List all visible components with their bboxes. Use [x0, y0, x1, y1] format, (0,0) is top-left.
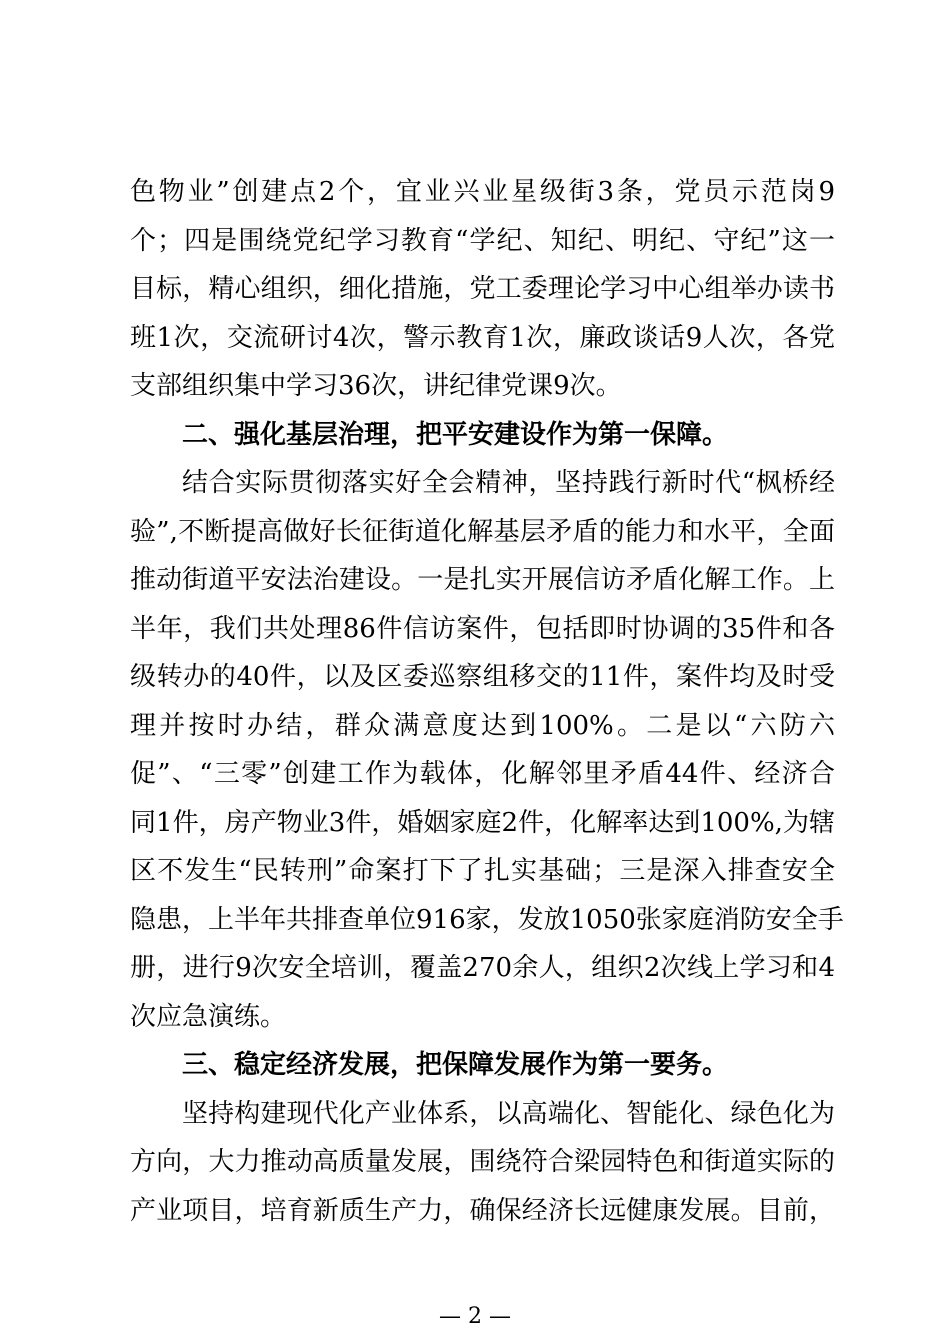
text-line: 验”,不断提高做好长征街道化解基层矛盾的能力和水平，全面 [130, 516, 835, 547]
text-line: 次应急演练。 [130, 1001, 287, 1032]
text-line: 半年，我们共处理86件信访案件，包括即时协调的35件和各 [130, 613, 835, 644]
text-line: 产业项目，培育新质生产力，确保经济长远健康发展。目前， [130, 1195, 835, 1226]
text-line: 推动街道平安法治建设。一是扎实开展信访矛盾化解工作。上 [130, 565, 835, 595]
text-line: 坚持构建现代化产业体系，以高端化、智能化、绿色化为 [182, 1098, 835, 1129]
text-line: 班1次，交流研讨4次，警示教育1次，廉政谈话9人次，各党 [130, 322, 835, 353]
text-line: 色物业”创建点2个，宜业兴业星级街3条，党员示范岗9 [130, 177, 835, 207]
page-number: — 2 — [439, 1304, 511, 1329]
text-line: 支部组织集中学习36次，讲纪律党课9次。 [130, 371, 622, 401]
text-line: 区不发生“民转刑”命案打下了扎实基础；三是深入排查安全 [130, 856, 835, 886]
text-line: 方向，大力推动高质量发展，围绕符合梁园特色和街道实际的 [130, 1147, 835, 1177]
text-line: 同1件，房产物业3件，婚姻家庭2件，化解率达到100%,为辖 [130, 807, 835, 838]
text-line: 册，进行9次安全培训，覆盖270余人，组织2次线上学习和4 [130, 953, 835, 983]
text-line: 目标，精心组织，细化措施，党工委理论学习中心组举办读书 [130, 274, 835, 304]
text-line: 隐患，上半年共排查单位916家，发放1050张家庭消防安全手 [130, 904, 844, 935]
text-line: 结合实际贯彻落实好全会精神，坚持践行新时代“枫桥经 [182, 468, 835, 498]
document-body [130, 168, 844, 1235]
section-heading: 三、稳定经济发展，把保障发展作为第一要务。 [182, 1050, 729, 1080]
text-line: 级转办的40件，以及区委巡察组移交的11件，案件均及时受 [130, 662, 835, 692]
text-line: 理并按时办结，群众满意度达到100%。二是以“六防六 [130, 710, 835, 741]
text-line: 个；四是围绕党纪学习教育“学纪、知纪、明纪、守纪”这一 [130, 225, 835, 256]
section-heading: 二、强化基层治理，把平安建设作为第一保障。 [182, 419, 729, 450]
text-line: 促”、“三零”创建工作为载体，化解邻里矛盾44件、经济合 [130, 759, 835, 789]
